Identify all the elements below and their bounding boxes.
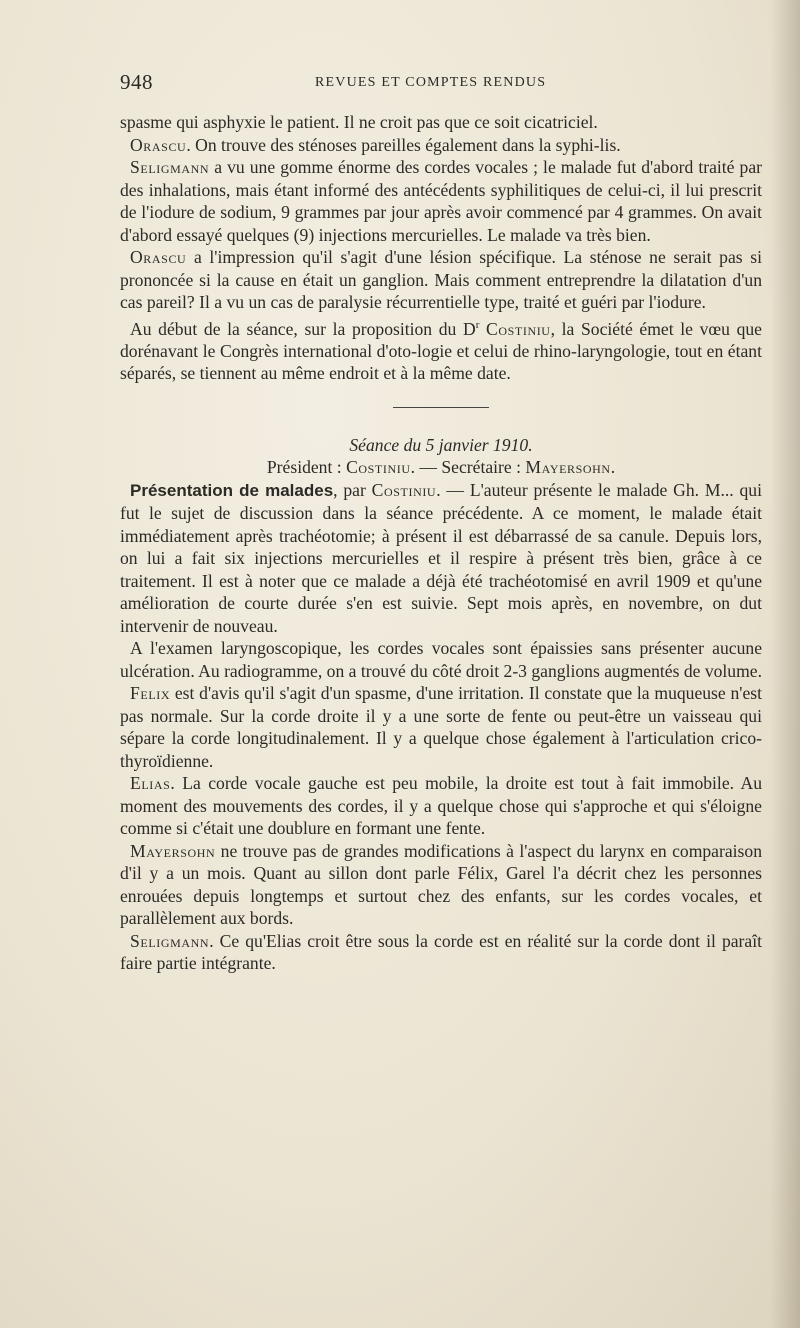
text-run: . La corde vocale gauche est peu mobile, la droite est tout à fait immobile. Au moment des mouvements des cordes, il y a quelque chose qui s'approche et qui s'éloigne comme si c'était une doublure en formant une fente.	[120, 773, 762, 839]
text-run: . Ce qu'Elias croit être sous la corde est en réalité sur la corde dont il paraît faire partie intégrante.	[120, 930, 762, 974]
paragraph	[120, 156, 762, 246]
secretary-name: Mayersohn	[525, 457, 611, 478]
paragraphs-after-session	[120, 479, 762, 975]
paragraph	[120, 772, 762, 840]
person-name: Costiniu	[486, 318, 551, 339]
president-name: Costiniu	[346, 457, 411, 478]
text-run: Au début de la séance, sur la proposition du D	[130, 318, 476, 339]
text-run: A l'examen laryngoscopique, les cordes vocales sont épaissies sans présenter aucune ulcération. Au radiogramme, on a trouvé du côté droit 2-3 ganglions augmentés de volume.	[120, 638, 762, 681]
text-run: a vu une gomme énorme des cordes vocales ; le malade fut d'abord traité par des inhalations, mais étant informé des antécédents syphilitiques de celui-ci, il lui prescrit de l'iodure de sodium, 9 grammes par jour après avoir commencé par 4 grammes. On avait d'abord essayé quelques (9) injections mercurielles. Le malade va très bien.	[120, 157, 762, 245]
paragraph	[120, 637, 762, 682]
paragraph	[120, 134, 762, 157]
paragraph	[120, 840, 762, 930]
section-heading: Présentation de malades	[130, 480, 334, 500]
section-divider	[393, 407, 489, 408]
page-edge-shadow	[770, 0, 800, 1328]
page-number: 948	[120, 70, 153, 94]
paragraph	[120, 314, 762, 385]
text-run: , la Société émet le vœu que dorénavant le Congrès international d'oto-logie et celui de rhino-laryngologie, tout en étant séparés, se tiennent au même endroit et à la même date.	[120, 318, 762, 384]
person-name: Seligmann	[130, 930, 210, 951]
paragraph	[120, 682, 762, 772]
officers-middle: . — Secrétaire :	[410, 457, 526, 478]
text-run: , par	[333, 479, 372, 500]
text-run: a l'impression qu'il s'agit d'une lésion spécifique. La sténose ne serait pas si prononcée si la cause en était un ganglion. Mais comment entreprendre la dilatation d'un cas pareil? Il a vu un cas de paralysie récurrentielle type, traité et guéri par l'iodure.	[120, 247, 762, 312]
person-name: Mayersohn	[130, 840, 216, 861]
text-run: . On trouve des sténoses pareilles également dans la syphi-lis.	[186, 134, 621, 155]
text-run: r	[475, 318, 480, 331]
page-header	[120, 70, 760, 96]
person-name: Orascu	[130, 134, 187, 155]
person-name: Orascu	[130, 247, 187, 267]
person-name: Felix	[130, 683, 171, 704]
text-run: ne trouve pas de grandes modifications à l'aspect du larynx en comparaison d'il y a un mois. Quant au sillon dont parle Félix, Garel l'a décrit chez les personnes enrouées depuis longtemps et surtout chez des enfants, sur les cordes vocales, et parallèlement aux bords.	[120, 840, 762, 929]
text-run: spasme qui asphyxie le patient. Il ne croit pas que ce soit cicatriciel.	[120, 112, 598, 132]
session-title: Séance du 5 janvier 1910.	[349, 434, 533, 455]
text-run: . — L'auteur présente le malade Gh. M... qui fut le sujet de discussion dans la séance précédente. A ce moment, le malade était immédiatement après trachéotomie; à présent il est débarrassé de sa canule. Depuis lors, on lui a fait six injections mercurielles et il respire à présent très bien, grâce à ce traitement. Il est à noter que ce malade a déjà été trachéotomisé en avril 1909 et qu'une amélioration de courte durée s'en est suivie. Sept mois après, en novembre, on dut intervenir de nouveau.	[120, 479, 762, 636]
body-text	[120, 111, 762, 975]
person-name: Seligmann	[130, 157, 210, 177]
officers-suffix: .	[610, 457, 616, 478]
paragraph	[120, 111, 762, 134]
paragraphs-before-session	[120, 111, 762, 385]
session-officers	[120, 456, 762, 479]
officers-prefix: Président :	[266, 457, 347, 478]
paragraph	[120, 479, 762, 638]
paragraph	[120, 930, 762, 975]
person-name: Costiniu	[371, 479, 437, 500]
person-name: Elias	[130, 773, 171, 794]
paragraph	[120, 246, 762, 314]
running-head: REVUES ET COMPTES RENDUS	[315, 75, 547, 90]
text-run: est d'avis qu'il s'agit d'un spasme, d'une irritation. Il constate que la muqueuse n'est pas normale. Sur la corde droite il y a une sorte de fente ou peut-être un vaisseau qui sépare la corde longitudinalement. Il y a quelque chose également à l'articulation crico-thyroïdienne.	[120, 683, 762, 771]
